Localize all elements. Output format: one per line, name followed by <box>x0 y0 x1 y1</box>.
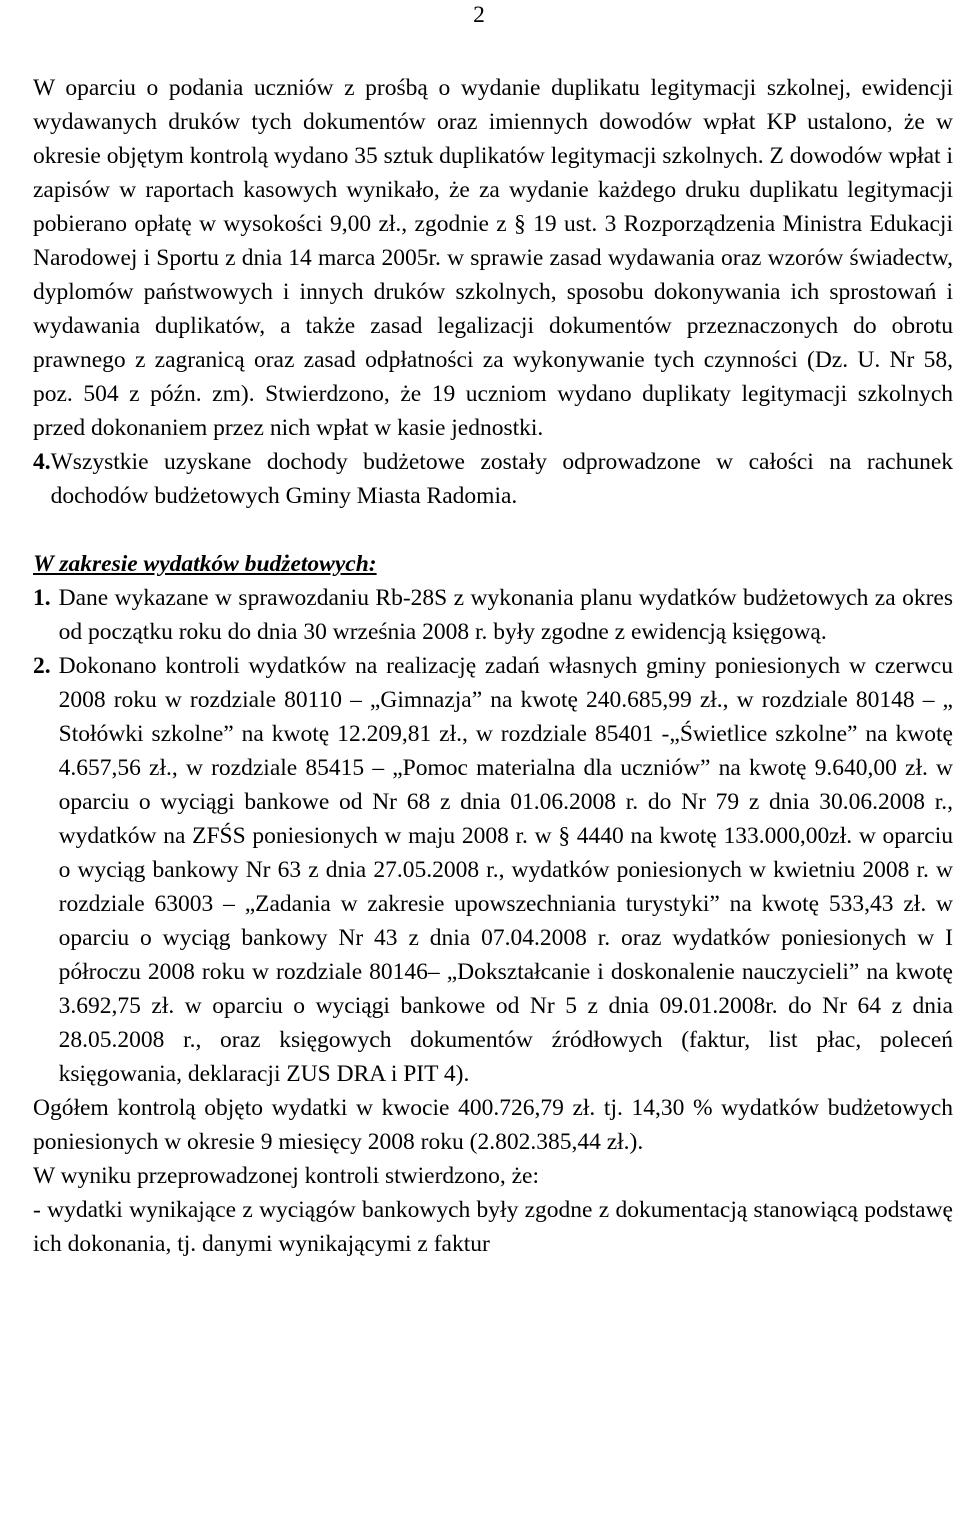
paragraph-findings: - wydatki wynikające z wyciągów bankowych były zgodne z dokumentacją stanowiącą podstawę ich dokonania, tj. danymi wynikającymi z faktur <box>33 1197 953 1257</box>
list-item-text: Dokonano kontroli wydatków na realizację zadań własnych gminy poniesionych w czerwcu 2008 roku w rozdziale 80110 – „Gimnazja” na kwotę 240.685,99 zł., w rozdziale 80148 – „ Stołówki szkolne” na kwotę 12.209,81 zł., w rozdziale 85401 -„Świetlice szkolne” na kwotę 4.657,56 zł., w rozdziale 85415 – „Pomoc materialna dla uczniów” na kwotę 9.640,00 zł. w oparciu o wyciągi bankowe od Nr 68 z dnia 01.06.2008 r. do Nr 79 z dnia 30.06.2008 r., wydatków na ZFŚS poniesionych w maju 2008 r. w § 4440 na kwotę 133.000,00zł. w oparciu o wyciąg bankowy Nr 63 z dnia 27.05.2008 r., wydatków poniesionych w kwietniu 2008 r. w rozdziale 63003 – „Zadania w zakresie upowszechniania turystyki” na kwotę 533,43 zł. w oparciu o wyciąg bankowy Nr 43 z dnia 07.04.2008 r. oraz wydatków poniesionych w I półroczu 2008 roku w rozdziale 80146– „Dokształcanie i doskonalenie nauczycieli” na kwotę 3.692,75 zł. w oparciu o wyciągi bankowe od Nr 5 z dnia 09.01.2008r. do Nr 64 z dnia 28.05.2008 r., oraz księgowych dokumentów źródłowych (faktur, list płac, poleceń księgowania, deklaracji ZUS DRA i PIT 4). <box>58 653 953 1087</box>
list-item-4 <box>33 445 953 513</box>
list-item-number: 2. <box>33 653 51 679</box>
list-item-text: Wszystkie uzyskane dochody budżetowe zostały odprowadzone w całości na rachunek dochodów budżetowych Gminy Miasta Radomia. <box>50 449 953 509</box>
section-heading-expenses: W zakresie wydatków budżetowych: <box>33 551 377 577</box>
list-item-number: 1. <box>33 585 51 611</box>
paragraph-result: W wyniku przeprowadzonej kontroli stwierdzono, że: <box>33 1163 539 1189</box>
list-item-2 <box>33 649 953 1091</box>
page-number: 2 <box>473 2 485 28</box>
list-item-1 <box>33 581 953 649</box>
list-item-number: 4. <box>33 449 51 475</box>
paragraph-total: Ogółem kontrolą objęto wydatki w kwocie 400.726,79 zł. tj. 14,30 % wydatków budżetowych poniesionych w okresie 9 miesięcy 2008 roku (2.802.385,44 zł.). <box>33 1095 953 1155</box>
list-item-text: Dane wykazane w sprawozdaniu Rb-28S z wykonania planu wydatków budżetowych za okres od początku roku do dnia 30 września 2008 r. były zgodne z ewidencją księgową. <box>58 585 953 645</box>
paragraph-duplicates: W oparciu o podania uczniów z prośbą o wydanie duplikatu legitymacji szkolnej, ewidencji wydawanych druków tych dokumentów oraz imiennych dowodów wpłat KP ustalono, że w okresie objętym kontrolą wydano 35 sztuk duplikatów legitymacji szkolnych. Z dowodów wpłat i zapisów w raportach kasowych wynikało, że za wydanie każdego druku duplikatu legitymacji pobierano opłatę w wysokości 9,00 zł., zgodnie z § 19 ust. 3 Rozporządzenia Ministra Edukacji Narodowej i Sportu z dnia 14 marca 2005r. w sprawie zasad wydawania oraz wzorów świadectw, dyplomów państwowych i innych druków szkolnych, sposobu dokonywania ich sprostowań i wydawania duplikatów, a także zasad legalizacji dokumentów przeznaczonych do obrotu prawnego z zagranicą oraz zasad odpłatności za wykonywanie tych czynności (Dz. U. Nr 58, poz. 504 z późn. zm). Stwierdzono, że 19 uczniom wydano duplikaty legitymacji szkolnych przed dokonaniem przez nich wpłat w kasie jednostki. <box>33 75 953 441</box>
document-body <box>33 71 953 1261</box>
